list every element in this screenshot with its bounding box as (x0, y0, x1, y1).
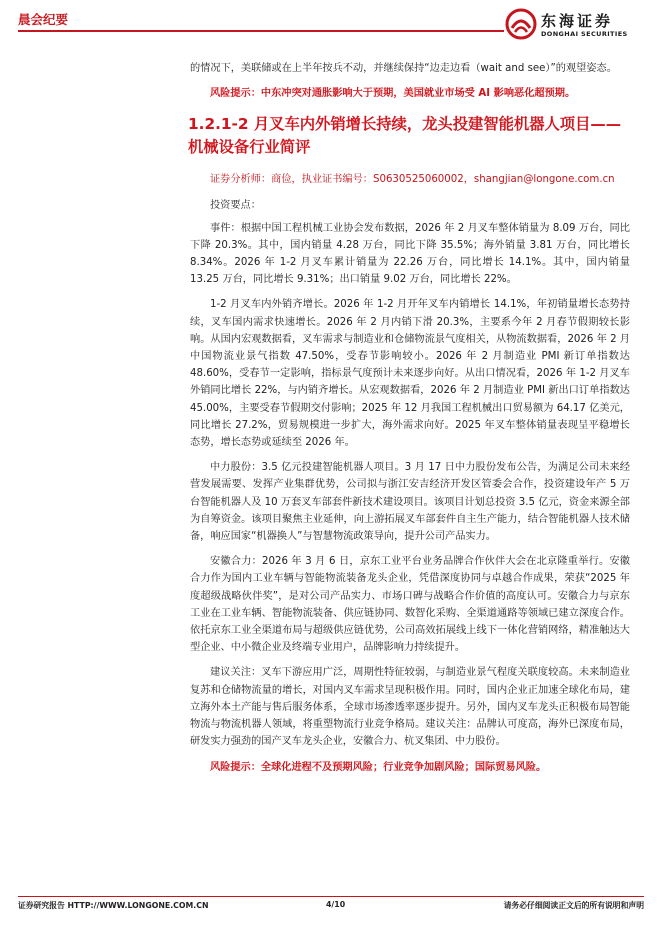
sales-analysis-paragraph: 1-2 月叉车内外销齐增长。2026 年 1-2 月开年叉车内销增长 14.1%，年初销量增长态势持续，叉车国内需求快速增长。2026 年 2 月内销下滑 20.3%，主要系今年 2 月春节假期较长影响。从国内宏观数据看，叉车需求与制造业和仓储物流景气度相关，从物流数据看，2026 年 2 月中国物流业景气指数 47.50%，受春节影响较小。2026 年 2 月制造业 PMI 新订单指数达 48.60%，受春节一定影响，指标景气度预计未来逐步向好。从出口情况看，2026 年 1-2 月叉车外销同比增长 22%，与内销齐增长。从宏观数据看，2026 年 2 月制造业 PMI 新出口订单指数达 45.00%，主要受春节假期交付影响；2025 年 12 月我国工程机械出口贸易额为 64.17 亿美元，同比增长 27.2%，贸易规模进一步扩大，海外需求向好。2025 年叉车整体销量表现呈平稳增长态势，增长态势或延续至 2026 年。 (190, 299, 630, 449)
footer-website: 证券研究报告 HTTP://WWW.LONGONE.COM.CN (18, 901, 209, 910)
donghai-logo-icon (505, 8, 537, 40)
heli-paragraph: 安徽合力：2026 年 3 月 6 日，京东工业平台业务品牌合作伙伴大会在北京隆重举行。安徽合力作为国内工业车辆与智能物流装备龙头企业，凭借深度协同与卓越合作成果，荣获“2025 年度超级战略伙伴奖”，是对公司产品实力、市场口碑与战略合作价值的高度认可。安徽合力与京东工业在工业车辆、智能物流装备、供应链协同、数智化采购、全渠道通路等领域已建立深度合作。依托京东工业全渠道布局与超级供应链优势，公司高效拓展线上线下一体化营销网络，精准触达大型企业、中小微企业及终端专业用户，品牌影响力持续提升。 (190, 556, 630, 654)
page-number: 4/10 (326, 900, 346, 909)
zhongli-paragraph: 中力股份：3.5 亿元投建智能机器人项目。3 月 17 日中力股份发布公告，为满足公司未来经营发展需要、发挥产业集群优势，公司拟与浙江安吉经济开发区管委会合作，投资建设年产 5 万台智能机器人及 10 万套叉车部套件新技术建设项目。该项目计划总投资 3.5 亿元，资金来源全部为自筹资金。该项目聚焦主业延伸，向上游拓展叉车部套件自主生产能力，结合智能机器人技术储备，响应国家“机器换人”与智慧物流政策导向，提升公司产品实力。 (190, 462, 630, 543)
investment-points-label: 投资要点： (210, 200, 261, 212)
company-logo (505, 6, 655, 46)
logo-chinese-name: 东海证券 (541, 12, 614, 30)
footer-divider (18, 896, 644, 897)
logo-english-name: DONGHAI SECURITIES (541, 30, 628, 38)
recommendation-paragraph: 建议关注：叉车下游应用广泛，周期性特征较弱，与制造业景气程度关联度较高。未来制造业复苏和仓储物流量的增长，对国内叉车需求呈现积极作用。同时，国内企业正加速全球化布局，建立海外本土产能与售后服务体系，全球市场渗透率逐步提升。另外，国内叉车龙头正积极布局智能物流与物流机器人领域，将重塑物流行业竞争格局。建议关注：品牌认可度高，海外已深度布局，研发实力强劲的国产叉车龙头企业，安徽合力、杭叉集团、中力股份。 (190, 667, 630, 748)
intro-paragraph: 的情况下，美联储或在上半年按兵不动，并继续保持“边走边看（wait and see）”的观望姿态。 (190, 63, 617, 74)
event-paragraph: 事件：根据中国工程机械工业协会发布数据，2026 年 2 月叉车整体销量为 8.09 万台，同比下降 20.3%。其中，国内销量 4.28 万台，同比下降 35.5%；海外销量 3.81 万台，同比增长 8.34%。2026 年 1-2 月叉车累计销量为 22.26 万台，同比增长 14.1%。其中，国内销量 13.25 万台，同比增长 9.31%；出口销量 9.02 万台，同比增长 22%。 (190, 222, 630, 286)
footer-disclaimer: 请务必仔细阅读正文后的所有说明和声明 (503, 901, 644, 910)
analyst-info: 证券分析师：商俭，执业证书编号：S0630525060002，shangjian@longone.com.cn (210, 174, 615, 186)
header-title: 晨会纪要 (18, 12, 69, 27)
header-divider (18, 30, 504, 32)
intro-risk-warning: 风险提示：中东冲突对通胀影响大于预期，美国就业市场受 AI 影响恶化超预期。 (210, 88, 576, 100)
section-title: 1.2.1-2 月叉车内外销增长持续，龙头投建智能机器人项目——机械设备行业简评 (188, 115, 621, 157)
report-body (190, 60, 630, 776)
section-risk-warning: 风险提示：全球化进程不及预期风险；行业竞争加剧风险；国际贸易风险。 (210, 761, 547, 773)
